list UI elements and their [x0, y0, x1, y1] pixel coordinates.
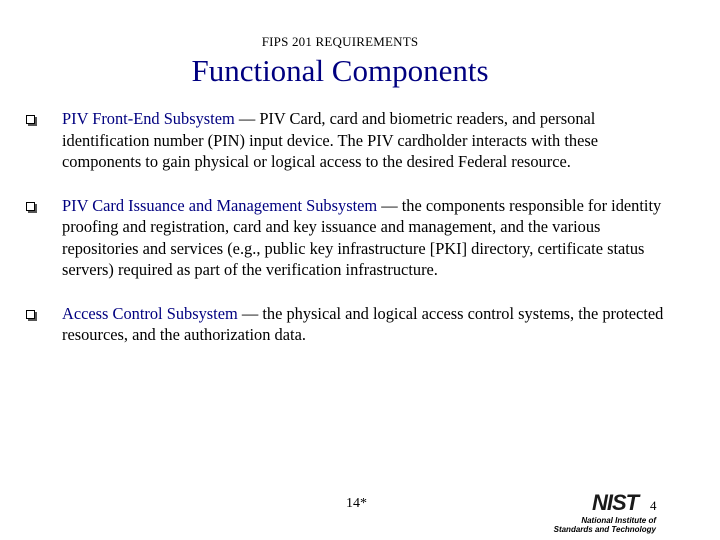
slide-number: 4 — [650, 498, 657, 513]
bullet-text: — PIV Card, card and biometric readers, and personal identification number (PIN) input device. The PIV cardholder interacts with these components to gain physical or logical access to the desired Federal resource. — [62, 109, 599, 171]
square-bullet-icon — [26, 115, 35, 124]
bullet-item — [26, 303, 676, 346]
bullet-item — [26, 195, 676, 281]
bullet-term: Access Control Subsystem — [62, 303, 238, 323]
bullet-item — [26, 108, 676, 173]
bullet-text: — the physical and logical access control systems, the protected resources, and the authorization data. — [62, 303, 664, 344]
nist-logo-wordmark: NIST — [592, 490, 639, 515]
bullet-list — [26, 108, 676, 368]
square-bullet-icon — [26, 202, 35, 211]
bullet-term: PIV Card Issuance and Management Subsystem — [62, 195, 378, 215]
nist-logo — [542, 492, 660, 536]
slide-subtitle: FIPS 201 REQUIREMENTS — [261, 34, 419, 49]
bullet-term: PIV Front-End Subsystem — [62, 109, 235, 128]
square-bullet-icon — [26, 310, 35, 319]
nist-logo-line2: Standards and Technology — [553, 525, 656, 534]
slide-title: Functional Components — [191, 53, 489, 88]
bullet-text: — the components responsible for identity proofing and registration, card and key issuance and management, and the various repositories and services (e.g., public key infrastructure [PKI] directory, certificate status servers) required as part of the verification infrastructure. — [62, 195, 662, 279]
nist-logo-line1: National Institute of — [581, 516, 656, 525]
page-number: 14* — [346, 496, 367, 511]
